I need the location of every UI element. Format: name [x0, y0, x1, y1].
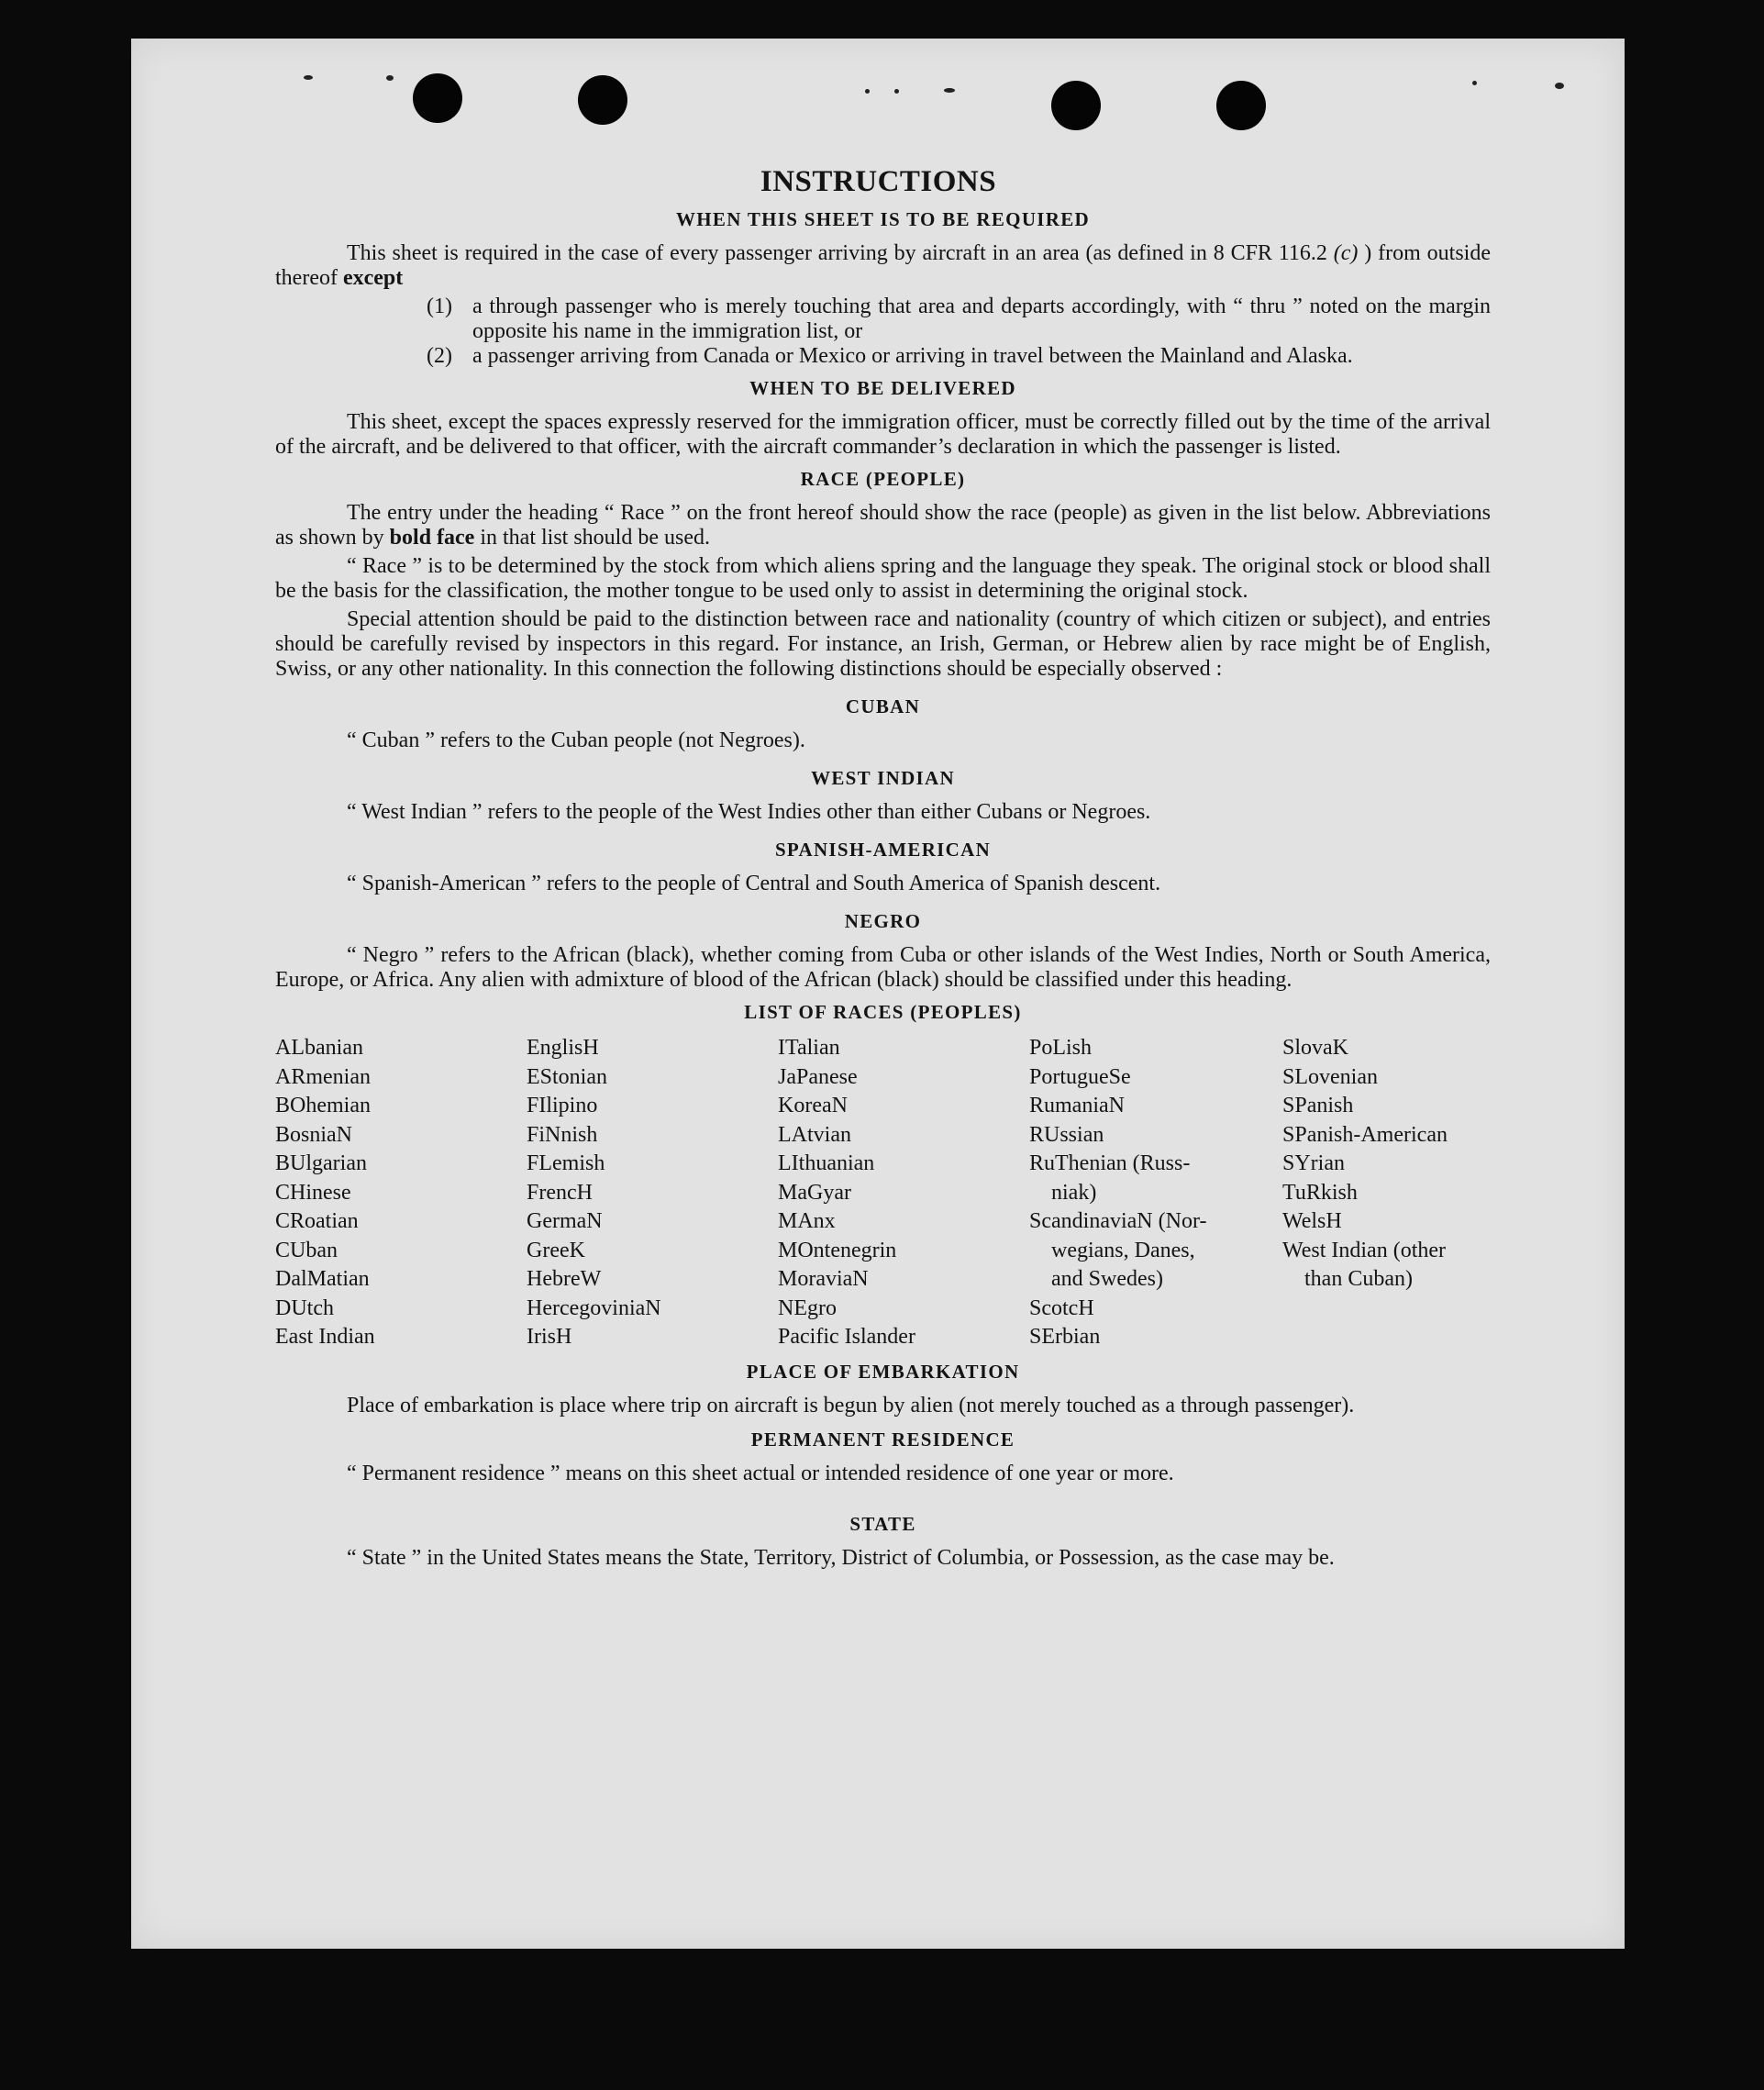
race-entry: SYrian	[1282, 1151, 1345, 1175]
race-entry: GermaN	[527, 1209, 603, 1233]
race-entry: HercegoviniaN	[527, 1295, 661, 1320]
race-entry: FrencH	[527, 1180, 593, 1205]
race-entry: BUlgarian	[275, 1151, 367, 1175]
race-entry: JaPanese	[778, 1064, 858, 1089]
race-entry: ITalian	[778, 1036, 840, 1060]
race-entry: and Swedes)	[1051, 1267, 1163, 1291]
race-entry: EnglisH	[527, 1036, 599, 1060]
race-entry: FIlipino	[527, 1094, 598, 1117]
paragraph: “ Cuban ” refers to the Cuban people (not Negroes).	[347, 728, 805, 752]
section-heading: WHEN THIS SHEET IS TO BE REQUIRED	[675, 208, 1090, 230]
race-entry: niak)	[1051, 1180, 1097, 1205]
page-title: INSTRUCTIONS	[760, 165, 997, 198]
race-entry: CHinese	[275, 1180, 351, 1205]
race-entry: PoLish	[1029, 1036, 1093, 1060]
race-entry: DalMatian	[275, 1267, 370, 1291]
race-entry: NEgro	[778, 1295, 837, 1320]
race-column	[1282, 1034, 1503, 1352]
paragraph: “ Negro ” refers to the African (black), whether coming from Cuba or other islands of the West Indies, North or South America, Europe, or Africa. Any alien with admixture of blood of the African (black) should be classified under this heading.	[275, 943, 1491, 992]
race-entry: LIthuanian	[778, 1151, 875, 1175]
paragraph: Special attention should be paid to the distinction between race and nationality (country of which citizen or subject), and entries should be carefully revised by inspectors in this regard. For instance, an Irish, German, or Hebrew alien by race might be of English, Swiss, or any other nationality. In this connection the following distinctions should be especially observed :	[275, 607, 1491, 681]
paragraph: “ Spanish-American ” refers to the people of Central and South America of Spanish descent.	[347, 872, 1161, 895]
section-heading: RACE (PEOPLE)	[800, 468, 966, 490]
section-heading: CUBAN	[845, 695, 921, 717]
race-entry: EStonian	[527, 1064, 607, 1089]
race-entry: MaGyar	[778, 1180, 851, 1205]
race-entry: wegians, Danes,	[1051, 1238, 1195, 1262]
race-column	[527, 1034, 778, 1352]
race-entry: SPanish	[1282, 1094, 1354, 1117]
race-entry: RUssian	[1029, 1122, 1104, 1147]
section-heading: WHEN TO BE DELIVERED	[749, 377, 1016, 399]
race-entry: RumaniaN	[1029, 1094, 1125, 1117]
race-entry: CUban	[275, 1238, 338, 1262]
section-heading: NEGRO	[844, 910, 922, 932]
paragraph: This sheet, except the spaces expressly reserved for the immigration officer, must be correctly filled out by the time of the arrival of the aircraft, and be delivered to that officer, with the aircraft commander’s declaration in which the passenger is listed.	[275, 410, 1491, 459]
paragraph: “ Permanent residence ” means on this sheet actual or intended residence of one year or more.	[347, 1461, 1174, 1485]
paragraph: This sheet is required in the case of every passenger arriving by aircraft in an area (as defined in 8 CFR 116.2 (c) ) from outside thereof except	[275, 241, 1491, 290]
paragraph: The entry under the heading “ Race ” on the front hereof should show the race (people) as given in the list below. Abbreviations as shown by bold face in that list should be used.	[275, 501, 1491, 550]
race-entry: MoraviaN	[778, 1267, 869, 1291]
race-entry: ScandinaviaN (Nor-	[1029, 1209, 1207, 1233]
list-item: (2) a passenger arriving from Canada or Mexico or arriving in travel between the Mainland and Alaska.	[427, 344, 1353, 368]
race-entry: East Indian	[275, 1325, 375, 1349]
race-entry: SPanish-American	[1282, 1122, 1448, 1147]
list-item: (1) a through passenger who is merely touching that area and departs accordingly, with “ thru ” noted on the margin opposite his name in the immigration list, or	[427, 295, 1491, 343]
race-entry: TuRkish	[1282, 1180, 1358, 1205]
race-column	[1029, 1034, 1282, 1352]
race-entry: IrisH	[527, 1325, 572, 1349]
race-entry: CRoatian	[275, 1209, 359, 1233]
race-entry: DUtch	[275, 1295, 334, 1320]
race-column	[275, 1034, 527, 1352]
race-entry: Pacific Islander	[778, 1325, 915, 1349]
section-heading: PLACE OF EMBARKATION	[746, 1360, 1020, 1383]
race-entry: PortugueSe	[1029, 1064, 1131, 1089]
race-entry: ALbanian	[275, 1036, 363, 1060]
section-heading: LIST OF RACES (PEOPLES)	[744, 1001, 1022, 1023]
race-entry: West Indian (other	[1282, 1238, 1447, 1262]
paragraph: “ West Indian ” refers to the people of the West Indies other than either Cubans or Negroes.	[347, 800, 1151, 824]
section-heading: PERMANENT RESIDENCE	[750, 1428, 1015, 1451]
race-entry: FiNnish	[527, 1122, 598, 1147]
paragraph: “ Race ” is to be determined by the stock from which aliens spring and the language they speak. The original stock or blood shall be the basis for the classification, the mother tongue to be used only to assist in determining the original stock.	[275, 554, 1491, 603]
race-entry: SLovenian	[1282, 1064, 1378, 1089]
punch-hole	[413, 73, 462, 123]
race-entry: RuThenian (Russ-	[1029, 1151, 1191, 1175]
punch-hole	[1216, 81, 1266, 130]
race-entry: MOntenegrin	[778, 1238, 897, 1262]
section-heading: WEST INDIAN	[811, 767, 955, 789]
race-entry: KoreaN	[778, 1094, 848, 1117]
race-entry: HebreW	[527, 1267, 602, 1291]
section-heading: SPANISH-AMERICAN	[774, 839, 992, 861]
race-entry: ScotcH	[1029, 1295, 1094, 1320]
paragraph: Place of embarkation is place where trip on aircraft is begun by alien (not merely touched as a through passenger).	[347, 1393, 1355, 1417]
race-entry: than Cuban)	[1304, 1267, 1413, 1291]
race-entry: WelsH	[1282, 1209, 1342, 1233]
race-entry: FLemish	[527, 1151, 605, 1175]
punch-hole	[1051, 81, 1101, 130]
race-entry: LAtvian	[778, 1122, 851, 1147]
race-list	[275, 1034, 1491, 1352]
race-entry: GreeK	[527, 1238, 585, 1262]
instructions-content	[275, 163, 1491, 1574]
race-entry: SlovaK	[1282, 1036, 1348, 1060]
race-entry: SErbian	[1029, 1325, 1101, 1349]
race-column	[778, 1034, 1029, 1352]
paragraph: “ State ” in the United States means the State, Territory, District of Columbia, or Possession, as the case may be.	[347, 1545, 1335, 1570]
race-entry: ARmenian	[275, 1064, 371, 1089]
race-entry: BosniaN	[275, 1122, 352, 1147]
section-heading: STATE	[849, 1512, 916, 1535]
race-entry: MAnx	[778, 1209, 836, 1233]
race-entry: BOhemian	[275, 1094, 371, 1117]
punch-hole	[578, 75, 627, 125]
